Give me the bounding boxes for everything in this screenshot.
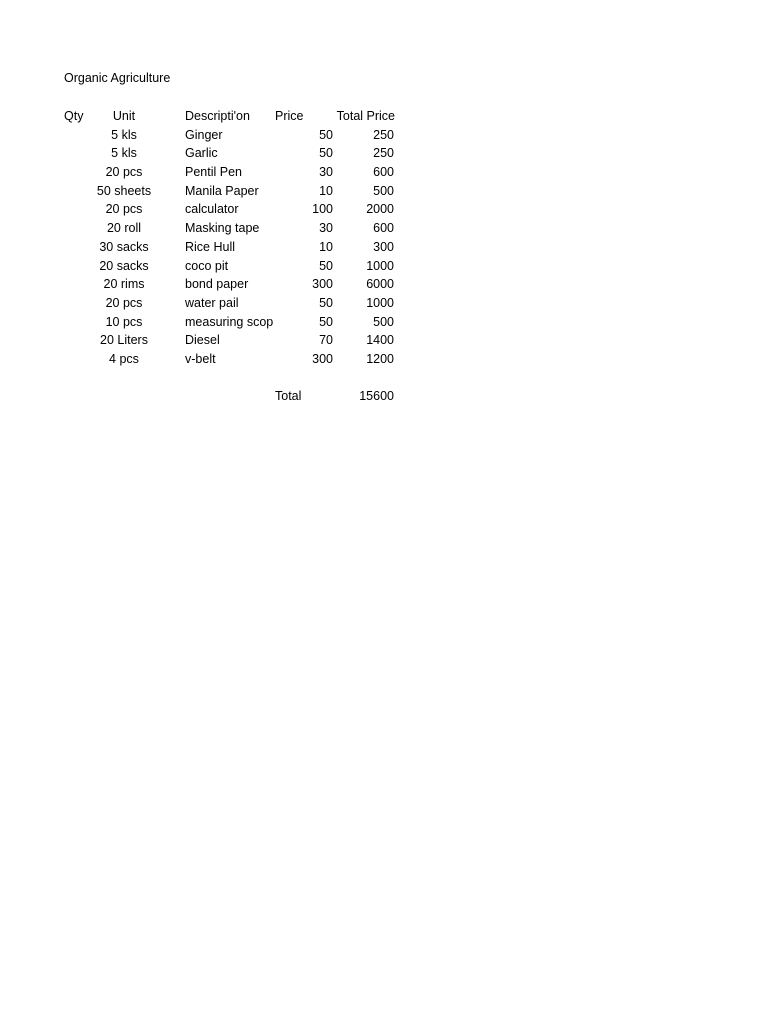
cell-description: Pentil Pen xyxy=(185,165,242,180)
cell-unit: 20 sacks xyxy=(99,258,149,273)
cell-total-price: 500 xyxy=(373,183,394,198)
cell-description: v-belt xyxy=(185,351,216,366)
total-label: Total xyxy=(275,389,302,404)
cell-unit: 20 pcs xyxy=(105,202,143,217)
cell-total-price: 1400 xyxy=(366,333,394,348)
table-row xyxy=(64,200,404,219)
table-row xyxy=(64,163,404,182)
cell-description: Rice Hull xyxy=(185,239,236,254)
cell-unit: 4 pcs xyxy=(109,351,139,366)
table-row xyxy=(64,144,404,163)
cell-unit: 20 Liters xyxy=(100,333,148,348)
blank-row xyxy=(64,369,404,388)
cell-total-price: 250 xyxy=(373,146,394,161)
total-row xyxy=(64,387,404,406)
table-row xyxy=(64,331,404,350)
table-row xyxy=(64,350,404,369)
cell-total-price: 250 xyxy=(373,127,394,142)
cell-price: 70 xyxy=(319,333,333,348)
cell-description: measuring scop xyxy=(185,314,274,329)
cell-description: Garlic xyxy=(185,146,218,161)
cell-total-price: 2000 xyxy=(366,202,394,217)
cell-description: Diesel xyxy=(185,333,220,348)
cell-total-price: 600 xyxy=(373,165,394,180)
header-description: Descripti'on xyxy=(185,109,250,123)
cell-total-price: 1000 xyxy=(366,258,394,273)
cell-description: Manila Paper xyxy=(185,183,259,198)
cell-description: calculator xyxy=(185,202,239,217)
cell-unit: 20 pcs xyxy=(105,295,143,310)
table-header-row xyxy=(64,107,404,126)
cell-total-price: 600 xyxy=(373,221,394,236)
cell-description: Ginger xyxy=(185,127,223,142)
cell-unit: 20 rims xyxy=(103,277,145,292)
cell-description: water pail xyxy=(185,295,239,310)
document-title: Organic Agriculture xyxy=(64,71,171,85)
cell-unit: 20 pcs xyxy=(105,165,143,180)
header-price: Price xyxy=(275,109,304,123)
header-unit: Unit xyxy=(112,109,136,123)
table-row xyxy=(64,275,404,294)
cell-unit: 50 sheets xyxy=(96,183,152,198)
table-row xyxy=(64,126,404,145)
table-row xyxy=(64,257,404,276)
header-qty: Qty xyxy=(64,109,84,123)
table-row xyxy=(64,294,404,313)
cell-description: bond paper xyxy=(185,277,249,292)
cell-total-price: 6000 xyxy=(366,277,394,292)
cell-price: 50 xyxy=(319,127,333,142)
cell-price: 10 xyxy=(319,183,333,198)
cell-unit: 30 sacks xyxy=(99,239,149,254)
cell-price: 50 xyxy=(319,314,333,329)
cell-price: 300 xyxy=(312,351,333,366)
cell-price: 50 xyxy=(319,295,333,310)
cell-description: Masking tape xyxy=(185,221,260,236)
cell-total-price: 1000 xyxy=(366,295,394,310)
cell-total-price: 1200 xyxy=(366,351,394,366)
cell-price: 50 xyxy=(319,258,333,273)
table-row xyxy=(64,182,404,201)
cell-price: 30 xyxy=(319,221,333,236)
table-row xyxy=(64,238,404,257)
cell-unit: 10 pcs xyxy=(105,314,143,329)
cell-total-price: 500 xyxy=(373,314,394,329)
table-row xyxy=(64,219,404,238)
cell-price: 30 xyxy=(319,165,333,180)
cell-unit: 5 kls xyxy=(111,146,137,161)
cell-price: 50 xyxy=(319,146,333,161)
cell-price: 300 xyxy=(312,277,333,292)
grand-total-value: 15600 xyxy=(359,389,394,404)
cell-price: 100 xyxy=(312,202,333,217)
cell-unit: 5 kls xyxy=(111,127,137,142)
cell-unit: 20 roll xyxy=(106,221,142,236)
table-body xyxy=(64,126,404,369)
cell-description: coco pit xyxy=(185,258,229,273)
items-table xyxy=(64,107,404,406)
cell-price: 10 xyxy=(319,239,333,254)
header-total-price: Total Price xyxy=(336,109,395,123)
table-row xyxy=(64,313,404,332)
cell-total-price: 300 xyxy=(373,239,394,254)
